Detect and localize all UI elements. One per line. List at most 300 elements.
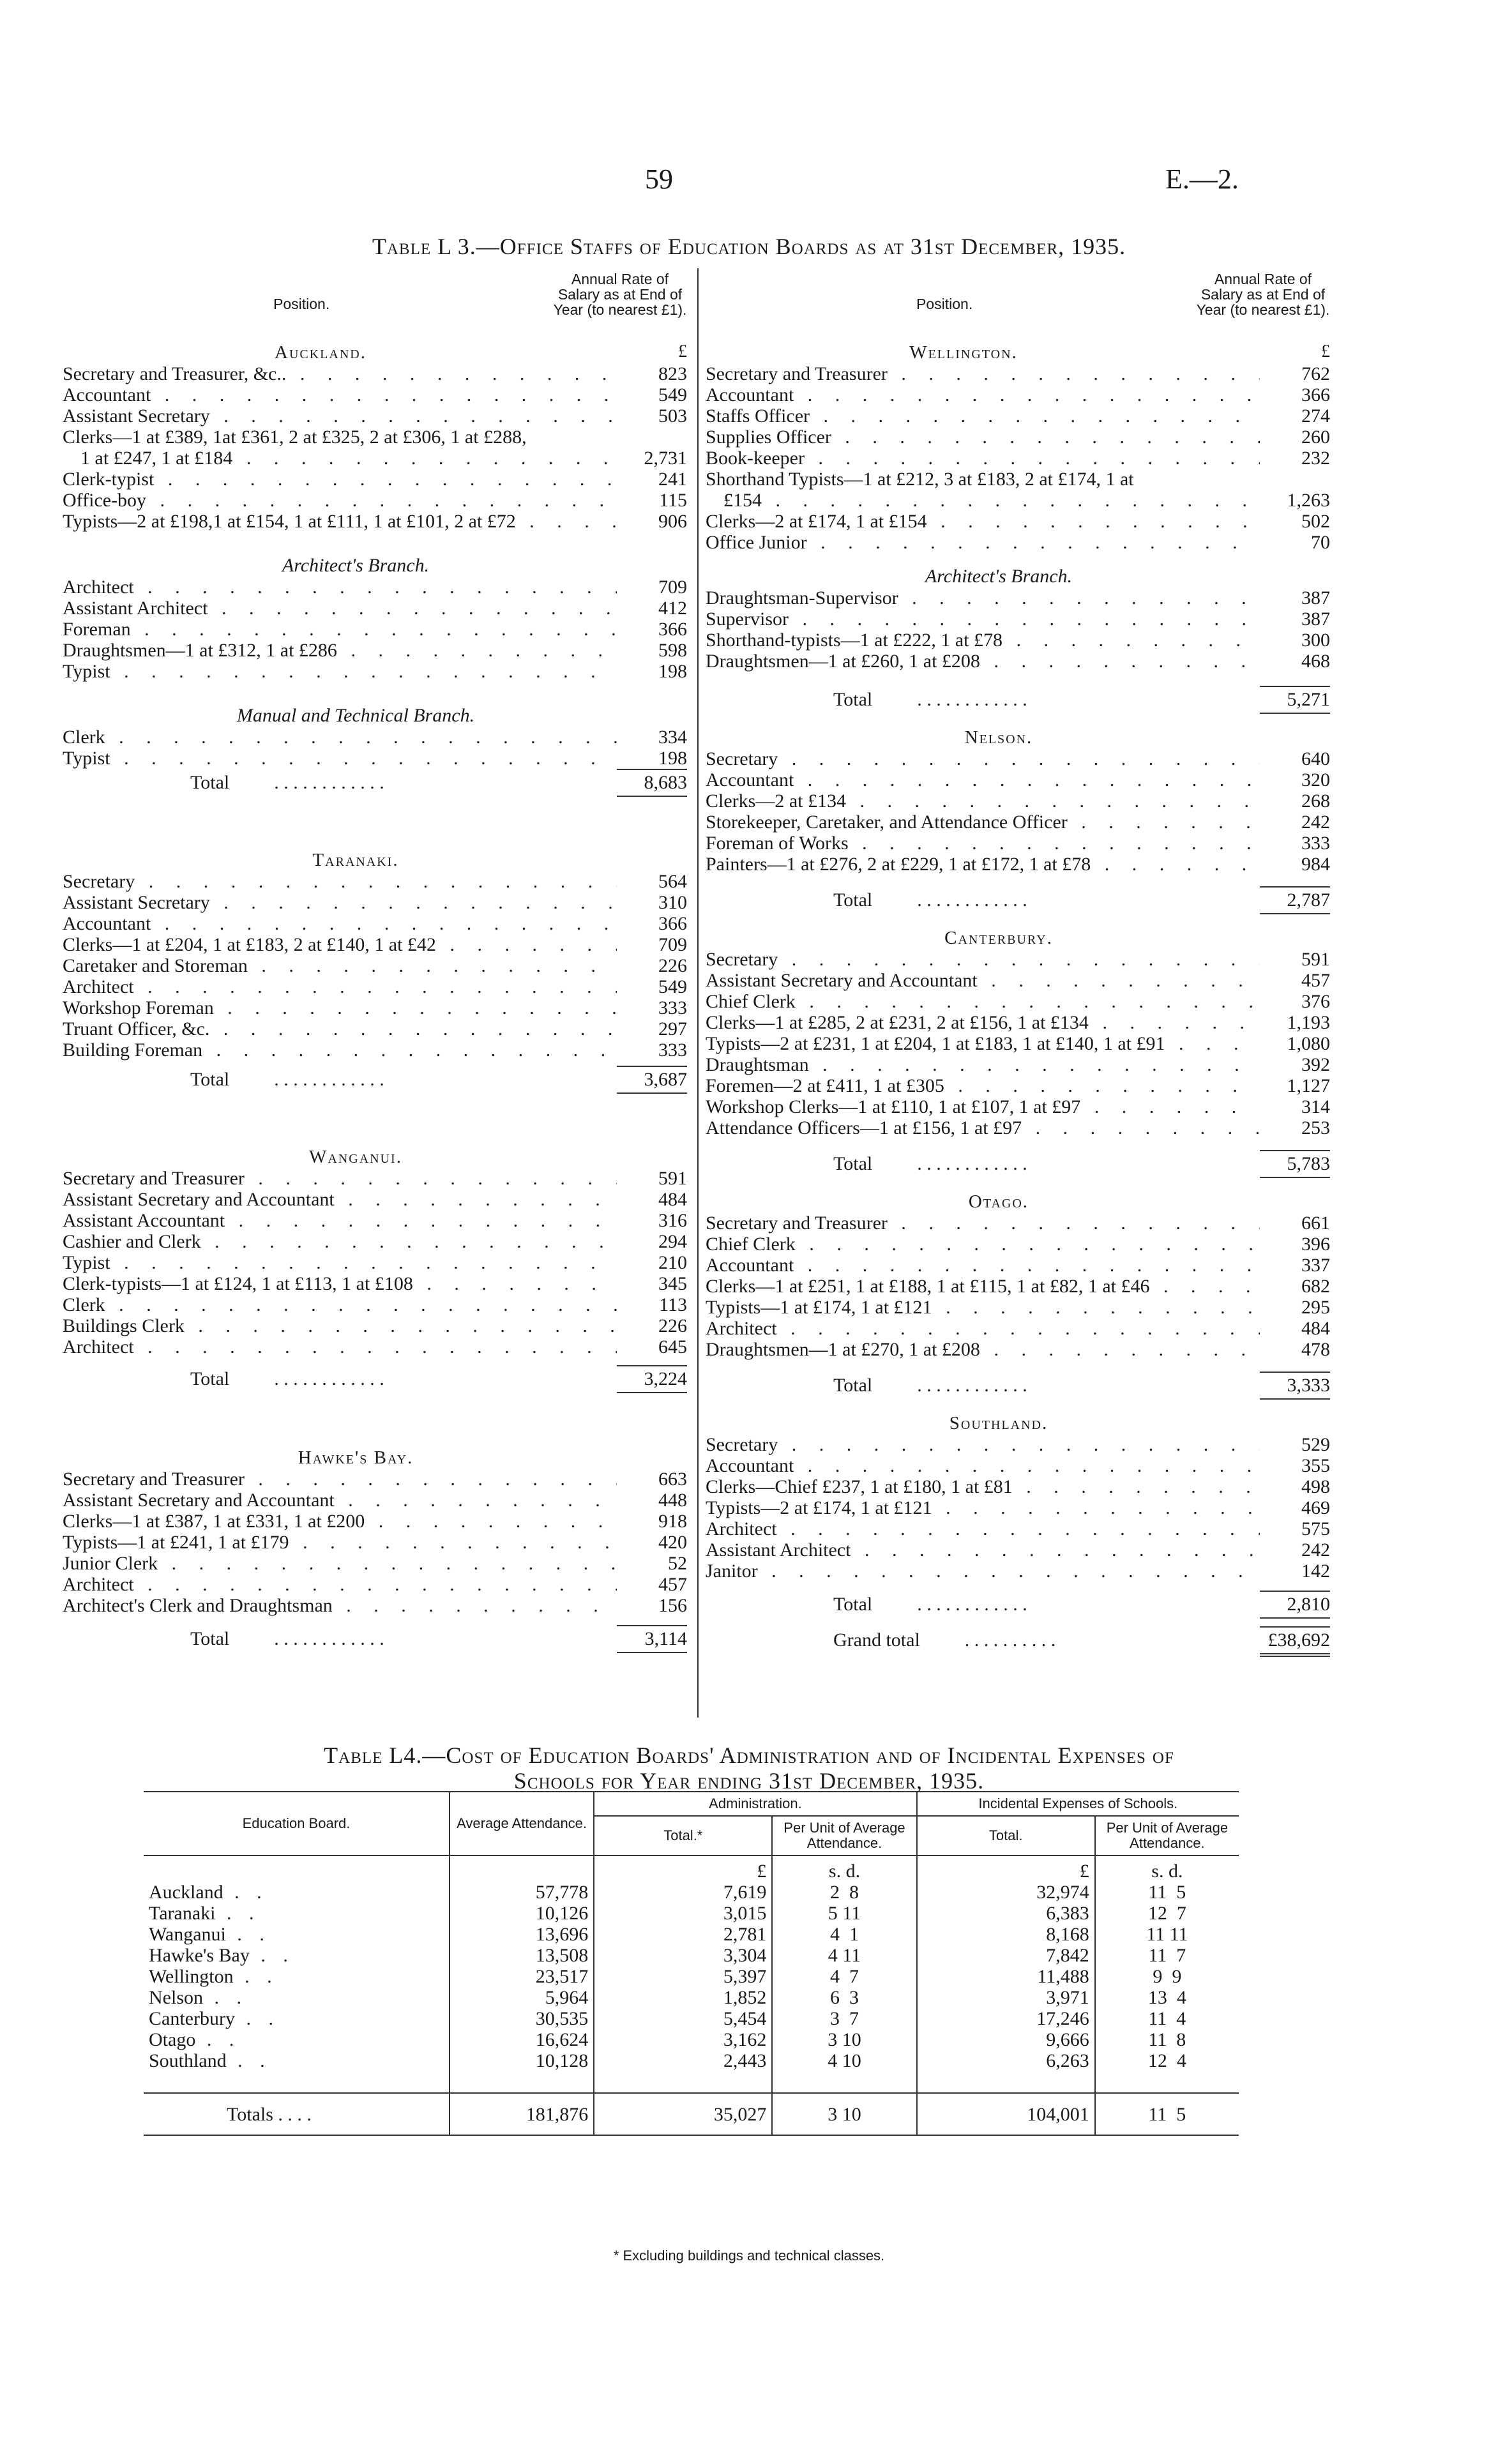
position-label: £154 . . .: [706, 490, 1260, 511]
position-label: Accountant . . .: [706, 769, 1260, 790]
attendance-value: 16,624: [450, 2029, 594, 2050]
salary-row: [63, 661, 687, 682]
southland-total-row: Total . . . . . . . . . . . . 2,810: [706, 1591, 1330, 1619]
position-label: Secretary and Treasurer . . .: [63, 1168, 617, 1189]
attendance-value: 30,535: [450, 2008, 594, 2029]
position-label: Assistant Secretary and Accountant . . .: [63, 1490, 617, 1511]
salary-value: 762: [1301, 363, 1330, 384]
canterbury-total-row: Total . . . . . . . . . . . . 5,783: [706, 1150, 1330, 1178]
board-name: Southland . .: [149, 2050, 271, 2071]
otago-rows: [706, 1213, 1330, 1360]
position-label: Assistant Architect . . .: [706, 1539, 1260, 1561]
admin-unit-value: 4 7: [772, 1966, 916, 1987]
admin-total-value: 2,781: [594, 1924, 772, 1945]
salary-value: 412: [658, 598, 687, 619]
salary-row: [706, 949, 1330, 970]
salary-value: 232: [1301, 448, 1330, 469]
position-label: Clerk . . .: [63, 1294, 617, 1315]
salary-row: [63, 1273, 687, 1294]
salary-value: 242: [1301, 812, 1330, 833]
position-label: Painters—1 at £276, 2 at £229, 1 at £172, 1 at £78 . . .: [706, 854, 1260, 875]
auckland-architect-rows: [63, 577, 687, 682]
salary-value: 549: [658, 384, 687, 405]
salary-value: 575: [1301, 1518, 1330, 1539]
salary-value: 242: [1301, 1539, 1330, 1561]
position-label: Secretary . . .: [706, 1434, 1260, 1455]
admin-total-value: 2,443: [594, 2050, 772, 2071]
southland-heading: Southland.: [949, 1413, 1048, 1433]
position-label: Secretary . . .: [706, 949, 1260, 970]
position-label: Accountant . . .: [706, 1255, 1260, 1276]
salary-row: [706, 1255, 1330, 1276]
position-label: Chief Clerk . . .: [706, 991, 1260, 1012]
position-label: Secretary and Treasurer . . .: [706, 1213, 1260, 1234]
salary-row: [63, 1574, 687, 1595]
hawkes-bay-total-row: Total . . . . . . . . . . . . 3,114: [63, 1625, 687, 1653]
position-label: Office-boy . . .: [63, 490, 617, 511]
board-label: Otago: [149, 2029, 196, 2050]
salary-row: [706, 1234, 1330, 1255]
taranaki-heading: Taranaki.: [312, 850, 399, 870]
attendance-header: Average Attendance.: [450, 1792, 594, 1856]
salary-row: [63, 1210, 687, 1231]
admin-unit-value: 4 1: [772, 1924, 916, 1945]
position-label: Clerk-typists—1 at £124, 1 at £113, 1 at £108 . . .: [63, 1273, 617, 1294]
position-label: Foreman of Works . . .: [706, 833, 1260, 854]
salary-row: [706, 630, 1330, 651]
unit-pound: £: [594, 1856, 772, 1882]
board-name: Canterbury . .: [149, 2008, 280, 2029]
salary-row: [706, 854, 1330, 875]
salary-value: 1,263: [1287, 490, 1330, 511]
position-label: Typists—2 at £198,1 at £154, 1 at £111, 1 at £101, 2 at £72 . . .: [63, 511, 617, 532]
salary-row: [63, 598, 687, 619]
admin-total-value: 5,454: [594, 2008, 772, 2029]
salary-row: [706, 1539, 1330, 1561]
salary-row: [63, 727, 687, 748]
salary-value: 564: [658, 871, 687, 892]
position-label: Clerks—1 at £251, 1 at £188, 1 at £115, 1 at £82, 1 at £46 . . .: [706, 1276, 1260, 1297]
auckland-total-row: Total . . . . . . . . . . . . 8,683: [63, 769, 687, 797]
salary-row: [63, 363, 687, 384]
position-label: Janitor . . .: [706, 1561, 1260, 1582]
inc-unit-value: 11 4: [1095, 2008, 1239, 2029]
salary-row: [706, 1455, 1330, 1476]
board-name: Taranaki . .: [149, 1903, 261, 1924]
inc-unit-value: 9 9: [1095, 1966, 1239, 1987]
salary-row: [63, 976, 687, 997]
position-label: Building Foreman . . .: [63, 1039, 617, 1061]
salary-row: [706, 1096, 1330, 1117]
salary-row: [706, 769, 1330, 790]
grand-total-row: Grand total . . . . . . . . . . £38,692: [706, 1626, 1330, 1654]
salary-value: 314: [1301, 1096, 1330, 1117]
position-label: Secretary and Treasurer . . .: [706, 363, 1260, 384]
salary-value: 906: [658, 511, 687, 532]
position-label: Clerks—1 at £389, 1at £361, 2 at £325, 2 at £306, 1 at £288,: [63, 427, 527, 448]
position-label: Assistant Architect . . .: [63, 598, 617, 619]
position-label: Buildings Clerk . . .: [63, 1315, 617, 1336]
salary-row: [706, 511, 1330, 532]
salary-value: 320: [1301, 769, 1330, 790]
position-label: Architect . . .: [706, 1318, 1260, 1339]
board-label: Taranaki: [149, 1903, 216, 1924]
salary-row: [63, 1553, 687, 1574]
salary-row: [63, 1294, 687, 1315]
salary-row: [706, 1518, 1330, 1539]
position-label: Assistant Secretary and Accountant . . .: [63, 1189, 617, 1210]
admin-unit-value: 5 11: [772, 1903, 916, 1924]
salary-value: 478: [1301, 1339, 1330, 1360]
right-column: [706, 271, 1330, 1654]
wellington-architect-rows: [706, 587, 1330, 672]
position-label: Typist . . .: [63, 748, 617, 769]
position-label: Typists—2 at £231, 1 at £204, 1 at £183, 1 at £140, 1 at £91 . . .: [706, 1033, 1260, 1054]
salary-value: 115: [659, 490, 687, 511]
salary-row: [706, 1276, 1330, 1297]
salary-row: [63, 1595, 687, 1616]
salary-value: 591: [1301, 949, 1330, 970]
inc-unit-value: 13 4: [1095, 1987, 1239, 2008]
position-label: Junior Clerk . . .: [63, 1553, 617, 1574]
salary-row: [706, 833, 1330, 854]
salary-value: 310: [658, 892, 687, 913]
salary-row: [706, 991, 1330, 1012]
salary-row: [706, 651, 1330, 672]
salary-row: [63, 1231, 687, 1252]
salary-value: 645: [658, 1336, 687, 1357]
salary-value: 70: [1311, 532, 1330, 553]
position-label: Architect . . .: [706, 1518, 1260, 1539]
wanganui-rows: [63, 1168, 687, 1357]
position-label: Draughtsmen—1 at £260, 1 at £208 . . .: [706, 651, 1260, 672]
salary-value: 468: [1301, 651, 1330, 672]
position-label: Accountant . . .: [63, 384, 617, 405]
table-l3-title: Table L 3.—Office Staffs of Education Boards as at 31st December, 1935.: [372, 234, 1126, 259]
salary-row: [706, 1213, 1330, 1234]
currency-symbol: £: [678, 342, 687, 361]
salary-value: 198: [658, 748, 687, 769]
salary-row: [706, 1561, 1330, 1582]
wanganui-total-row: Total . . . . . . . . . . . . 3,224: [63, 1365, 687, 1393]
table-row: [144, 2050, 1239, 2071]
salary-value: 226: [658, 955, 687, 976]
inc-total-value: 32,974: [917, 1882, 1095, 1903]
salary-value: 294: [658, 1231, 687, 1252]
salary-value: 1,127: [1287, 1075, 1330, 1096]
column-divider: [697, 268, 699, 1718]
salary-row: [63, 955, 687, 976]
position-label: Book-keeper . . .: [706, 448, 1260, 469]
board-label: Wellington: [149, 1966, 234, 1987]
salary-row: [706, 1054, 1330, 1075]
salary-row: [706, 469, 1330, 490]
board-header: Education Board.: [144, 1792, 450, 1856]
admin-unit-value: 3 10: [772, 2029, 916, 2050]
totals-inc-total: 104,001: [917, 2093, 1095, 2135]
admin-per-unit-header: Per Unit of Average Attendance.: [772, 1816, 916, 1856]
position-label: Secretary . . .: [706, 748, 1260, 769]
totals-inc-unit: 11 5: [1095, 2093, 1239, 2135]
salary-row: [706, 1339, 1330, 1360]
position-label: Clerks—1 at £387, 1 at £331, 1 at £200 . . .: [63, 1511, 617, 1532]
position-header: Position.: [273, 296, 330, 312]
salary-value: 333: [658, 997, 687, 1018]
position-label: Attendance Officers—1 at £156, 1 at £97 . . .: [706, 1117, 1260, 1138]
admin-unit-value: 3 7: [772, 2008, 916, 2029]
table-row: [144, 2008, 1239, 2029]
salary-row: [63, 490, 687, 511]
hawkes-bay-heading: Hawke's Bay.: [298, 1447, 414, 1468]
table-row: [144, 1987, 1239, 2008]
wellington-total-row: Total . . . . . . . . . . . . 5,271: [706, 686, 1330, 714]
admin-unit-value: 2 8: [772, 1882, 916, 1903]
salary-row: [63, 405, 687, 427]
auckland-manual-heading: Manual and Technical Branch.: [236, 705, 475, 726]
salary-value: 2,731: [644, 448, 687, 469]
inc-unit-value: 11 8: [1095, 2029, 1239, 2050]
inc-total-value: 3,971: [917, 1987, 1095, 2008]
salary-row: [706, 587, 1330, 608]
salary-value: 1,193: [1287, 1012, 1330, 1033]
table-row: [144, 1903, 1239, 1924]
position-label: Cashier and Clerk . . .: [63, 1231, 617, 1252]
wellington-heading: Wellington.: [909, 342, 1018, 363]
nelson-rows: [706, 748, 1330, 875]
attendance-value: 5,964: [450, 1987, 594, 2008]
salary-value: 469: [1301, 1497, 1330, 1518]
incidental-header: Incidental Expenses of Schools.: [917, 1792, 1239, 1816]
position-label: Clerk . . .: [63, 727, 617, 748]
board-name: Wanganui . .: [149, 1924, 271, 1945]
footnote: * Excluding buildings and technical classes.: [613, 2248, 885, 2264]
salary-value: 420: [658, 1532, 687, 1553]
salary-row: [63, 619, 687, 640]
salary-row: [706, 448, 1330, 469]
canterbury-rows: [706, 949, 1330, 1138]
salary-header: Annual Rate of Salary as at End of Year (to nearest £1).: [1196, 271, 1330, 318]
hawkes-bay-rows: [63, 1469, 687, 1616]
salary-value: 366: [658, 913, 687, 934]
salary-value: 591: [658, 1168, 687, 1189]
units-row: [144, 1856, 1239, 1882]
salary-value: 709: [658, 577, 687, 598]
auckland-architect-heading: Architect's Branch.: [282, 555, 430, 576]
position-label: Architect . . .: [63, 1574, 617, 1595]
salary-value: 709: [658, 934, 687, 955]
salary-row: [706, 1318, 1330, 1339]
position-label: Draughtsman . . .: [706, 1054, 1260, 1075]
table-l4: [144, 1791, 1239, 2136]
salary-row: [63, 913, 687, 934]
salary-row: [63, 1336, 687, 1357]
attendance-value: 10,128: [450, 2050, 594, 2071]
inc-total-value: 6,383: [917, 1903, 1095, 1924]
table-row: [144, 1924, 1239, 1945]
position-label: Draughtsmen—1 at £312, 1 at £286 . . .: [63, 640, 617, 661]
salary-value: 549: [658, 976, 687, 997]
salary-value: 156: [658, 1595, 687, 1616]
salary-row: [63, 1469, 687, 1490]
board-name: Hawke's Bay . .: [149, 1945, 294, 1966]
otago-heading: Otago.: [968, 1191, 1029, 1212]
salary-row: [706, 490, 1330, 511]
board-label: Hawke's Bay: [149, 1945, 250, 1966]
salary-row: [706, 532, 1330, 553]
inc-unit-value: 12 4: [1095, 2050, 1239, 2071]
position-label: Accountant . . .: [63, 913, 617, 934]
salary-row: [63, 1511, 687, 1532]
salary-value: 661: [1301, 1213, 1330, 1234]
salary-value: 918: [658, 1511, 687, 1532]
salary-value: 333: [1301, 833, 1330, 854]
salary-row: [63, 384, 687, 405]
board-label: Canterbury: [149, 2008, 235, 2029]
inc-unit-value: 11 7: [1095, 1945, 1239, 1966]
salary-value: 376: [1301, 991, 1330, 1012]
position-label: Typist . . .: [63, 661, 617, 682]
salary-value: 484: [658, 1189, 687, 1210]
salary-row: [706, 790, 1330, 812]
salary-value: 333: [658, 1039, 687, 1061]
unit-pound: £: [917, 1856, 1095, 1882]
wellington-architect-heading: Architect's Branch.: [925, 566, 1073, 587]
salary-row: [706, 1476, 1330, 1497]
inc-total-header: Total.: [917, 1816, 1095, 1856]
inc-total-value: 6,263: [917, 2050, 1095, 2071]
salary-row: [63, 1252, 687, 1273]
position-label: Caretaker and Storeman . . .: [63, 955, 617, 976]
salary-value: 392: [1301, 1054, 1330, 1075]
position-label: Typists—1 at £174, 1 at £121 . . .: [706, 1297, 1260, 1318]
salary-row: [706, 970, 1330, 991]
table-l4-title-line2: Schools for Year ending 31st December, 1935.: [513, 1768, 985, 1794]
salary-value: 823: [658, 363, 687, 384]
attendance-value: 13,508: [450, 1945, 594, 1966]
position-label: Truant Officer, &c. . . .: [63, 1018, 617, 1039]
attendance-value: 57,778: [450, 1882, 594, 1903]
wanganui-heading: Wanganui.: [309, 1147, 402, 1167]
salary-row: [706, 1297, 1330, 1318]
salary-value: 268: [1301, 790, 1330, 812]
position-label: Supplies Officer . . .: [706, 427, 1260, 448]
nelson-total-row: Total . . . . . . . . . . . . 2,787: [706, 886, 1330, 914]
position-label: Architect's Clerk and Draughtsman . . .: [63, 1595, 617, 1616]
position-label: Architect . . .: [63, 976, 617, 997]
position-label: Workshop Clerks—1 at £110, 1 at £107, 1 at £97 . . .: [706, 1096, 1260, 1117]
salary-header: Annual Rate of Salary as at End of Year (to nearest £1).: [553, 271, 687, 318]
salary-value: 484: [1301, 1318, 1330, 1339]
table-row: [144, 1882, 1239, 1903]
document-code: E.—2.: [1165, 163, 1239, 195]
right-header: [706, 271, 1330, 342]
table-row: [144, 2029, 1239, 2050]
attendance-value: 23,517: [450, 1966, 594, 1987]
board-name: Auckland . .: [149, 1882, 268, 1903]
salary-row: [706, 1497, 1330, 1518]
position-label: Clerks—1 at £204, 1 at £183, 2 at £140, 1 at £42 . . .: [63, 934, 617, 955]
salary-row: [63, 1018, 687, 1039]
salary-value: 355: [1301, 1455, 1330, 1476]
salary-value: 448: [658, 1490, 687, 1511]
board-label: Southland: [149, 2050, 227, 2071]
position-label: Typist . . .: [63, 1252, 617, 1273]
inc-total-value: 17,246: [917, 2008, 1095, 2029]
position-label: Workshop Foreman . . .: [63, 997, 617, 1018]
position-label: Architect . . .: [63, 577, 617, 598]
position-label: Office Junior . . .: [706, 532, 1260, 553]
salary-row: [63, 1189, 687, 1210]
board-label: Auckland: [149, 1882, 223, 1903]
salary-value: 260: [1301, 427, 1330, 448]
salary-value: 241: [658, 469, 687, 490]
position-label: Foremen—2 at £411, 1 at £305 . . .: [706, 1075, 1260, 1096]
attendance-value: 13,696: [450, 1924, 594, 1945]
auckland-heading-row: [63, 342, 687, 363]
position-label: Assistant Accountant . . .: [63, 1210, 617, 1231]
admin-header: Administration.: [594, 1792, 916, 1816]
admin-total-value: 1,852: [594, 1987, 772, 2008]
salary-value: 598: [658, 640, 687, 661]
position-header: Position.: [916, 296, 973, 312]
salary-row: [63, 934, 687, 955]
salary-row: [706, 748, 1330, 769]
salary-row: [63, 1168, 687, 1189]
salary-value: 52: [668, 1553, 687, 1574]
salary-value: 295: [1301, 1297, 1330, 1318]
position-label: Foreman . . .: [63, 619, 617, 640]
position-label: Clerk-typist . . .: [63, 469, 617, 490]
salary-value: 503: [658, 405, 687, 427]
position-label: Storekeeper, Caretaker, and Attendance Officer . . .: [706, 812, 1260, 833]
position-label: Accountant . . .: [706, 384, 1260, 405]
salary-value: 529: [1301, 1434, 1330, 1455]
salary-row: [63, 1490, 687, 1511]
salary-row: [706, 1012, 1330, 1033]
salary-row: [63, 448, 687, 469]
position-label: Shorthand Typists—1 at £212, 3 at £183, 2 at £174, 1 at: [706, 469, 1134, 490]
totals-attendance: 181,876: [450, 2093, 594, 2135]
salary-value: 210: [658, 1252, 687, 1273]
salary-value: 366: [658, 619, 687, 640]
salary-row: [63, 511, 687, 532]
salary-row: [63, 1532, 687, 1553]
table-row: [144, 1966, 1239, 1987]
taranaki-total-row: Total . . . . . . . . . . . . 3,687: [63, 1066, 687, 1094]
salary-row: [63, 469, 687, 490]
salary-value: 502: [1301, 511, 1330, 532]
board-label: Nelson: [149, 1987, 203, 2008]
otago-total-row: Total . . . . . . . . . . . . 3,333: [706, 1372, 1330, 1400]
salary-row: [63, 427, 687, 448]
salary-value: 457: [658, 1574, 687, 1595]
salary-row: [706, 812, 1330, 833]
position-label: Secretary . . .: [63, 871, 617, 892]
position-label: Draughtsmen—1 at £270, 1 at £208 . . .: [706, 1339, 1260, 1360]
southland-rows: [706, 1434, 1330, 1582]
salary-value: 663: [658, 1469, 687, 1490]
board-name: Nelson . .: [149, 1987, 248, 2008]
inc-unit-value: 11 5: [1095, 1882, 1239, 1903]
nelson-heading: Nelson.: [964, 727, 1033, 748]
salary-value: 498: [1301, 1476, 1330, 1497]
salary-row: [63, 892, 687, 913]
salary-value: 387: [1301, 608, 1330, 630]
position-label: Secretary and Treasurer . . .: [63, 1469, 617, 1490]
left-column: [63, 271, 687, 1653]
salary-row: [63, 1315, 687, 1336]
position-label: Assistant Secretary . . .: [63, 892, 617, 913]
